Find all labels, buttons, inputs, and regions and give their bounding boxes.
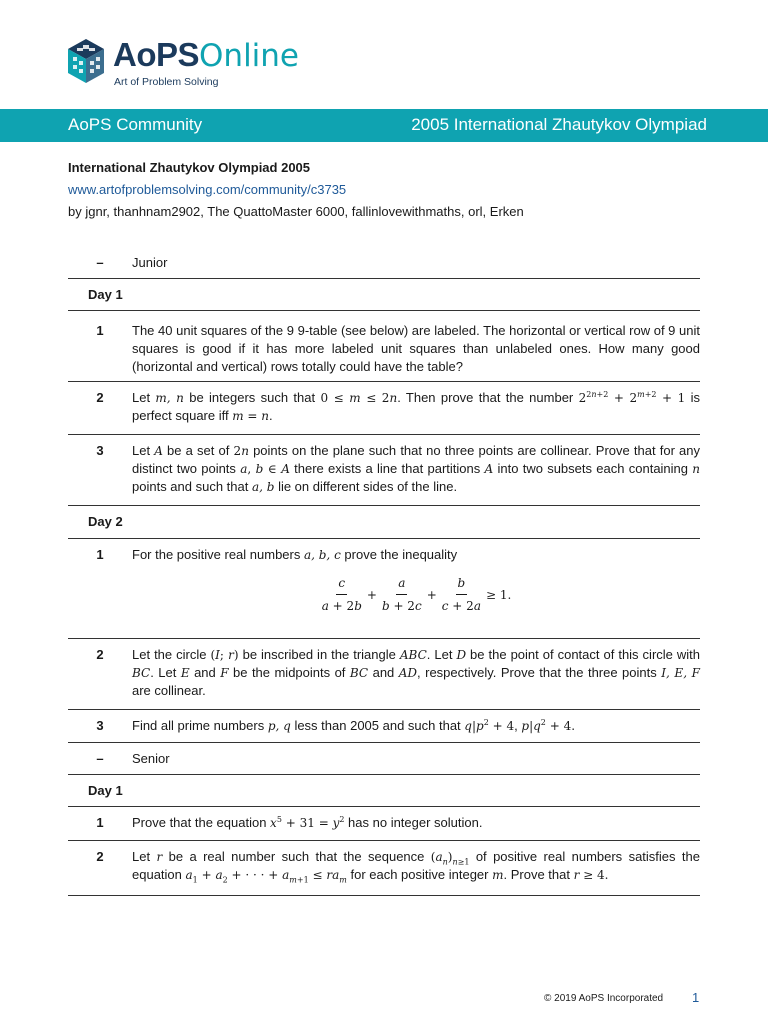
problem-text: Let m, n be integers such that 0 ≤ m ≤ 2n. Then prove that the number $2^{2n+2} + 2^{m+2} + 1$ is perfect square iff m = n. bbox=[132, 390, 701, 423]
authors: by jgnr, thanhnam2902, The QuattoMaster 6000, fallinlovewithmaths, orl, Erken bbox=[68, 204, 524, 219]
problem-text: Let r be a real number such that the sequence $(a_n)_{n\ge 1}$ of positive real numbers satisfies the equation $a_1 + a_2$ + · · · + $a_{m+1} \le ra_m$ for each positive integer m. Prove that r ≥ 4. bbox=[132, 849, 700, 885]
problem-text: Let the circle (I; r) be inscribed in the triangle ABC. Let D be the point of contact of this circle with BC. Let E and F be the midpoints of BC and AD, respectively. Prove that the three points I, E, F are collinear. bbox=[132, 647, 701, 698]
problem-text: Prove that the equation $x^5 + 31 = y^2$ has no integer solution. bbox=[132, 815, 483, 830]
section-row-senior bbox=[68, 743, 700, 775]
problem-row bbox=[68, 639, 700, 710]
problem-number: 1 bbox=[96, 547, 104, 562]
section-label: Senior bbox=[132, 751, 170, 766]
logo-brand: AoPS bbox=[113, 36, 200, 73]
header-contest-title: 2005 International Zhautykov Olympiad bbox=[411, 115, 707, 134]
section-marker: – bbox=[96, 255, 104, 270]
problem-number: 2 bbox=[96, 647, 104, 662]
header-band bbox=[0, 109, 768, 142]
day-label: Day 1 bbox=[88, 287, 123, 302]
problem-row bbox=[68, 539, 700, 639]
problem-text: Let A be a set of 2n points on the plane such that no three points are collinear. Prove that for any distinct two points a, b ∈ A there exists a line that partitions A into two subsets each containing n points and such that a, b lie on different sides of the line. bbox=[132, 443, 701, 494]
problem-row bbox=[68, 382, 700, 435]
problem-number: 3 bbox=[96, 718, 104, 733]
problem-number: 3 bbox=[96, 443, 104, 458]
problem-row bbox=[68, 710, 700, 743]
problem-text: Find all prime numbers p, q less than 2005 and such that $q|p^2 + 4$, $p|q^2 + 4$. bbox=[132, 718, 576, 733]
inequality-formula: $\frac{c}{a + 2b}$ + $\frac{a}{b + 2c}$ + $\frac{b}{c + 2a}$ ≥ 1. bbox=[321, 576, 512, 613]
problem-row bbox=[68, 435, 700, 506]
problem-number: 1 bbox=[96, 815, 104, 830]
day-label: Day 1 bbox=[88, 783, 123, 798]
problem-number: 1 bbox=[96, 323, 104, 338]
document-meta bbox=[68, 157, 524, 223]
aops-cube-icon bbox=[66, 37, 106, 85]
problem-text: For the positive real numbers a, b, c prove the inequality $\frac{c}{a + 2b}$ + $\frac{a}{b + 2c}$ + $\frac{b}{c + 2a}$ ≥ 1. bbox=[132, 539, 700, 638]
problem-row bbox=[68, 841, 700, 896]
header-community: AoPS Community bbox=[68, 115, 203, 134]
problem-list bbox=[68, 247, 700, 896]
logo-online: Online bbox=[199, 38, 300, 74]
section-marker: – bbox=[96, 751, 104, 766]
document-title: International Zhautykov Olympiad 2005 bbox=[68, 160, 311, 175]
community-link[interactable]: www.artofproblemsolving.com/community/c3735 bbox=[68, 182, 347, 197]
day-label: Day 2 bbox=[88, 514, 123, 529]
problem-row bbox=[68, 311, 700, 382]
logo-tagline: Art of Problem Solving bbox=[114, 76, 219, 88]
problem-row bbox=[68, 807, 700, 841]
day-row bbox=[68, 775, 700, 807]
copyright: © 2019 AoPS Incorporated bbox=[544, 993, 664, 1004]
section-row-junior bbox=[68, 247, 700, 279]
aops-logo bbox=[66, 37, 299, 93]
problem-text: The 40 unit squares of the 9 9-table (see below) are labeled. The horizontal or vertical row of 9 unit squares is good if it has more labeled unit squares than unlabeled ones. How many good (horizontal and vertical) rows totally could have the table? bbox=[132, 323, 700, 374]
page-number: 1 bbox=[692, 990, 700, 1005]
section-label: Junior bbox=[132, 255, 168, 270]
day-row bbox=[68, 279, 700, 311]
day-row bbox=[68, 506, 700, 539]
problem-number: 2 bbox=[96, 390, 104, 405]
problem-number: 2 bbox=[96, 849, 104, 864]
